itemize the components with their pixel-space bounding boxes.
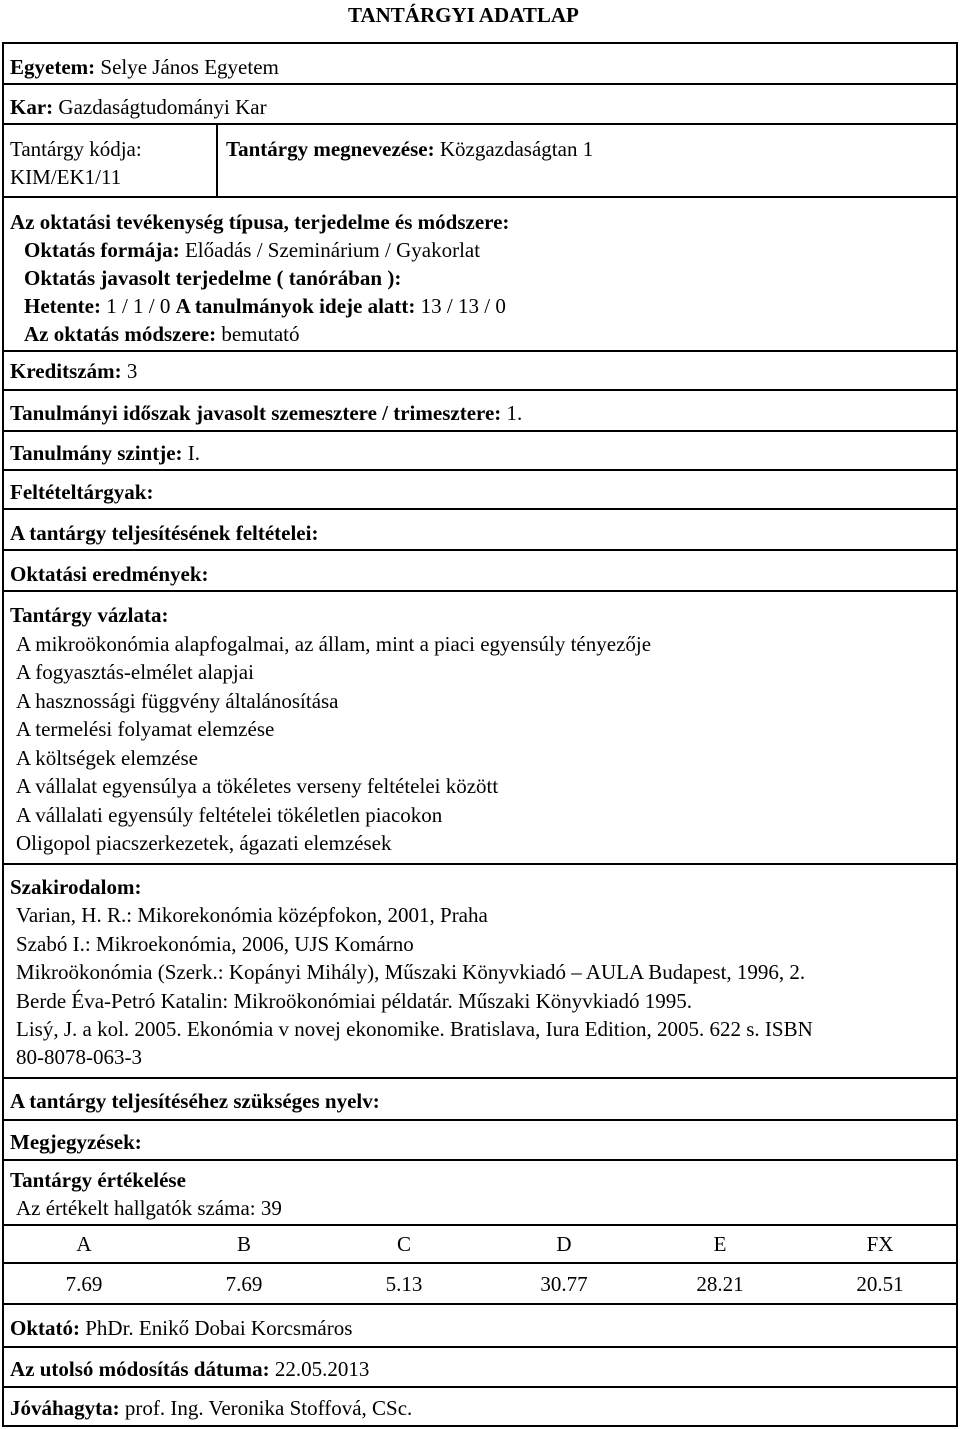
notes-label: Megjegyzések: [10,1130,142,1154]
last-modified-label: Az utolsó módosítás dátuma: [10,1357,270,1381]
university-value: Selye János Egyetem [100,55,279,79]
lecturer-label: Oktató: [10,1316,80,1340]
faculty-value: Gazdaságtudományi Kar [58,95,267,119]
weekly-label: Hetente: [24,294,101,318]
evaluated-count: Az értékelt hallgatók száma: 39 [16,1196,282,1220]
course-name-value: Közgazdaságtan 1 [439,137,594,161]
credits-row [4,352,956,391]
literature-item: Berde Éva-Petró Katalin: Mikroökonómiai példatár. Műszaki Könyvkiadó 1995. [16,989,692,1013]
completion-label: A tantárgy teljesítésének feltételei: [10,521,319,545]
level-label: Tanulmány szintje: [10,441,183,465]
evaluation-section [4,1161,956,1305]
grade-header: C [396,1232,411,1256]
faculty-row [4,85,956,125]
university-label: Egyetem: [10,55,96,79]
outline-item: A fogyasztás-elmélet alapjai [16,660,254,684]
completion-row [4,510,956,551]
last-modified-row [4,1348,956,1388]
grade-header: FX [866,1232,894,1256]
outcomes-label: Oktatási eredmények: [10,562,209,586]
outline-item: A mikroökonómia alapfogalmai, az állam, mint a piaci egyensúly tényezője [16,632,652,656]
literature-section [4,865,956,1079]
grade-percent: 7.69 [225,1272,263,1296]
course-code-label: Tantárgy kódja: [10,137,142,161]
literature-item: Mikroökonómia (Szerk.: Kopányi Mihály), Műszaki Könyvkiadó – AULA Budapest, 1996, 2. [16,960,806,984]
language-label: A tantárgy teljesítéséhez szükséges nyelv: [10,1089,380,1113]
faculty-label: Kar: [10,95,54,119]
grade-table-mid-rule [4,1262,956,1264]
outline-item: Oligopol piacszerkezetek, ágazati elemzések [16,831,392,855]
notes-row [4,1121,956,1161]
credits-value: 3 [126,359,138,383]
literature-item: Szabó I.: Mikroekonómia, 2006, UJS Komárno [16,932,414,956]
outline-item: A hasznossági függvény általánosítása [16,689,339,713]
grade-percent: 7.69 [65,1272,103,1296]
method-value: bemutató [221,322,300,346]
literature-item: 80-8078-063-3 [16,1045,142,1069]
literature-item: Varian, H. R.: Mikorekonómia középfokon, 2001, Praha [16,903,488,927]
outline-item: A termelési folyamat elemzése [16,717,275,741]
literature-label: Szakirodalom: [10,875,142,899]
outline-item: A vállalati egyensúly feltételei tökéletlen piacokon [16,803,443,827]
grade-header: A [76,1232,92,1256]
column-divider [216,125,218,196]
approved-value: prof. Ing. Veronika Stoffová, CSc. [124,1396,413,1420]
grade-header: B [236,1232,251,1256]
approved-label: Jóváhagyta: [10,1396,120,1420]
course-id-row [4,125,956,198]
level-row [4,432,956,471]
teaching-scope-label: Oktatás javasolt terjedelme ( tanórában ): [24,266,402,290]
outline-item: A vállalat egyensúlya a tökéletes verseny feltételei között [16,774,499,798]
outline-label: Tantárgy vázlata: [10,603,169,627]
teaching-heading: Az oktatási tevékenység típusa, terjedelme és módszere: [10,210,510,234]
weekly-value: 1 / 1 / 0 [106,294,171,318]
grade-percent: 5.13 [385,1272,423,1296]
language-row [4,1079,956,1121]
semester-value: 1. [506,401,523,425]
grade-header: D [556,1232,572,1256]
teaching-section [4,198,956,352]
period-value: 13 / 13 / 0 [420,294,506,318]
teaching-form-label: Oktatás formája: [24,238,180,262]
last-modified-value: 22.05.2013 [274,1357,370,1381]
period-label: A tanulmányok ideje alatt: [175,294,416,318]
method-label: Az oktatás módszere: [24,322,217,346]
level-value: I. [187,441,201,465]
credits-label: Kreditszám: [10,359,122,383]
course-name-label: Tantárgy megnevezése: [226,137,435,161]
lecturer-row [4,1305,956,1348]
university-row [4,44,956,85]
semester-row [4,391,956,432]
outcomes-row [4,551,956,592]
semester-label: Tanulmányi időszak javasolt szemesztere / trimesztere: [10,401,502,425]
course-code-value: KIM/EK1/11 [10,165,122,189]
outline-item: A költségek elemzése [16,746,198,770]
prerequisites-row [4,471,956,510]
evaluation-label: Tantárgy értékelése [10,1168,186,1192]
outline-section [4,592,956,865]
grade-percent: 28.21 [696,1272,744,1296]
grade-percent: 30.77 [540,1272,588,1296]
literature-item: Lisý, J. a kol. 2005. Ekonómia v novej ekonomike. Bratislava, Iura Edition, 2005. 622 s. ISBN [16,1017,813,1041]
course-datasheet [2,42,958,1427]
grade-table-top-rule [4,1224,956,1226]
approved-row [4,1388,956,1425]
prerequisites-label: Feltételtárgyak: [10,480,154,504]
document-title: TANTÁRGYI ADATLAP [348,3,579,27]
lecturer-value: PhDr. Enikő Dobai Korcsmáros [85,1316,353,1340]
grade-header: E [713,1232,727,1256]
grade-percent: 20.51 [856,1272,904,1296]
teaching-form-value: Előadás / Szeminárium / Gyakorlat [184,238,481,262]
